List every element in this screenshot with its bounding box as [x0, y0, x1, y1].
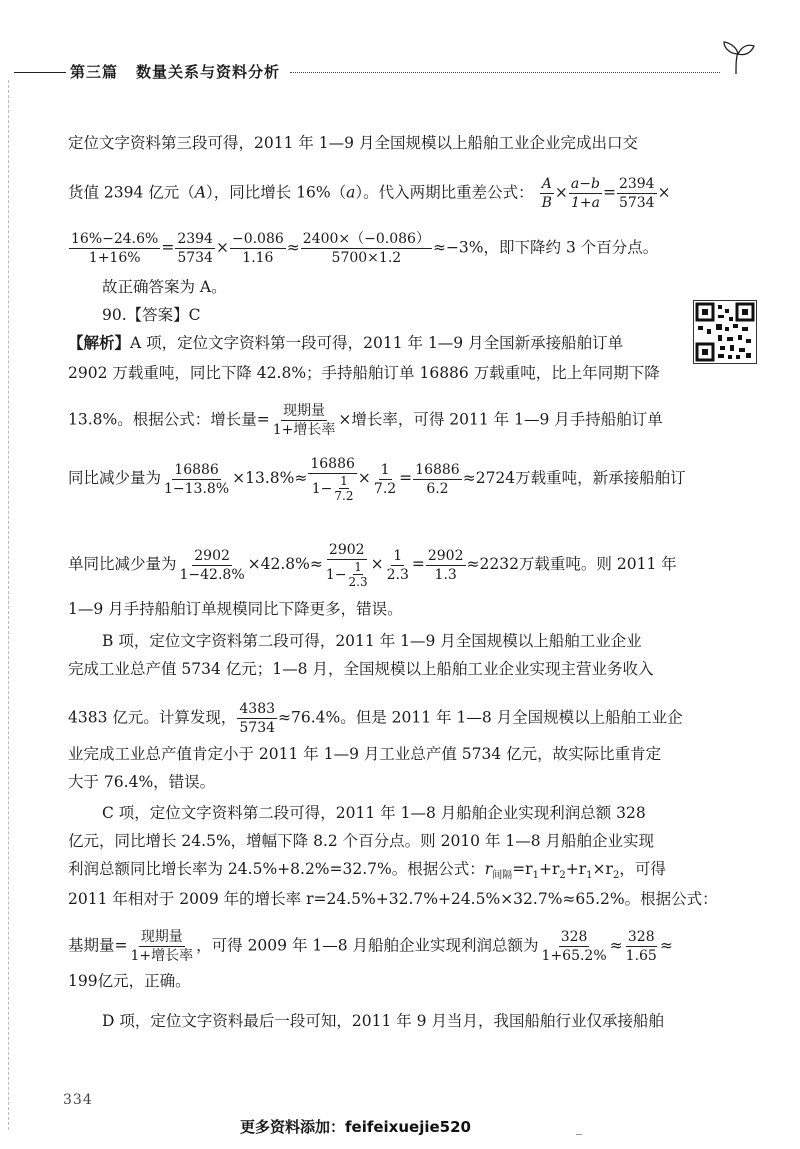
text-line: 基期量= $\frac{\text{现期量}}{\text{1+增长率}}$ ，可得 2009 年 1—8 月船舶企业实现利润总额为 $\frac{328}{1+65.2\%}$ ≈ $\frac{328}{1.65}$ ≈	[68, 929, 673, 964]
fraction: $\frac{1}{2.3}$	[386, 547, 409, 583]
fraction: $\frac{2400\times(-0.086)}{5700\times 1.2}$	[302, 231, 430, 266]
text-line: 业完成工业总产值肯定小于 2011 年 1—9 月工业总产值 5734 亿元，故实际比重肯定	[68, 745, 662, 763]
fraction: $\frac{2394}{5734}$	[618, 176, 655, 211]
fraction: $\frac{\text{现期量}}{\text{1+增长率}}$	[130, 929, 194, 964]
text-line: 定位文字资料第三段可得，2011 年 1—9 月全国规模以上船舶工业企业完成出口交	[68, 134, 638, 152]
header-title: 数量关系与资料分析	[136, 63, 281, 81]
fraction: $\frac{2394}{5734}$	[177, 231, 213, 266]
page-number: 334	[63, 1092, 93, 1108]
text-line: D 项，定位文字资料最后一段可知，2011 年 9 月当月，我国船舶行业仅承接船舶	[102, 1012, 664, 1030]
text-line: 同比减少量为 $\frac{16886}{1-13.8\%}$ ×13.8%≈ 16886 1− $\frac{1}{7.2}$ × $\frac{1}{7.2}$ = $\frac{16886}{6.2}$ ≈2724万载重吨，新承接船舶订	[68, 456, 686, 503]
text-line: 亿元，同比增长 24.5%，增幅下降 8.2 个百分点。则 2010 年 1—8 月船舶企业实现	[68, 832, 655, 850]
binding-margin	[8, 80, 9, 1130]
text-line: 2902 万载重吨，同比下降 42.8%；手持船舶订单 16886 万载重吨，比上年同期下降	[68, 364, 660, 382]
fraction: $\frac{2902}{1-42.8\%}$	[179, 547, 245, 583]
text-line: 13.8%。根据公式：增长量= $\frac{\text{现期量}}{\text{1+增长率}}$ ×增长率，可得 2011 年 1—9 月手持船舶订单	[68, 403, 663, 438]
fraction: $\frac{4383}{5734}$	[239, 701, 276, 736]
fraction: $\frac{16886}{6.2}$	[415, 461, 460, 497]
fraction: $\frac{\text{现期量}}{\text{1+增长率}}$	[272, 403, 336, 438]
text-line: 完成工业总产值 5734 亿元；1—8 月，全国规模以上船舶工业企业实现主营业务收入	[68, 660, 654, 678]
text-line: 利润总额同比增长率为 24.5%+8.2%=32.7%。根据公式：$r_{间隔}=r_1+r_2+r_1\times r_2$，可得	[68, 860, 666, 882]
text-line: 故正确答案为 A。	[102, 278, 227, 296]
running-header	[70, 61, 280, 82]
text-line: 199亿元，正确。	[68, 972, 191, 990]
text-line: C 项，定位文字资料第二段可得，2011 年 1—8 月船舶企业实现利润总额 328	[102, 804, 646, 822]
qr-code[interactable]	[693, 300, 757, 364]
fraction: $\frac{-0.086}{1.16}$	[231, 231, 284, 266]
text-line: 货值 2394 亿元（A），同比增长 16%（a）。代入两期比重差公式： $\frac{A}{B}$ × $\frac{a-b}{1+a}$ = $\frac{2394}{5734}$ ×	[68, 176, 671, 211]
fraction: $\frac{2902}{1.3}$	[427, 547, 464, 583]
qr-code-icon	[694, 301, 756, 363]
fraction: 2902 1− $\frac{1}{2.3}$	[325, 542, 368, 589]
footer-mark	[576, 1134, 582, 1135]
fraction: $\frac{328}{1.65}$	[625, 929, 657, 964]
fraction: $\frac{16886}{1-13.8\%}$	[164, 461, 230, 497]
text-line: 1—9 月手持船舶订单规模同比下降更多，错误。	[68, 600, 403, 618]
fraction: $\frac{A}{B}$	[541, 176, 552, 211]
fraction: $\frac{a-b}{1+a}$	[570, 176, 600, 211]
text-line: 4383 亿元。计算发现， $\frac{4383}{5734}$ ≈76.4%。但是 2011 年 1—8 月全国规模以上船舶工业企	[68, 701, 683, 736]
sprout-icon	[718, 40, 758, 76]
text-line: 单同比减少量为 $\frac{2902}{1-42.8\%}$ ×42.8%≈ 2902 1− $\frac{1}{2.3}$ × $\frac{1}{2.3}$ = $\frac{2902}{1.3}$ ≈2232万载重吨。则 2011 年	[68, 542, 677, 589]
fraction: $\frac{328}{1+65.2\%}$	[541, 929, 607, 964]
header-rule-dotted	[290, 72, 720, 73]
text-line: B 项，定位文字资料第二段可得，2011 年 1—9 月全国规模以上船舶工业企业	[102, 632, 642, 650]
fraction: 16886 1− $\frac{1}{7.2}$	[310, 456, 355, 503]
text-line: 2011 年相对于 2009 年的增长率 r=24.5%+32.7%+24.5%×32.7%≈65.2%。根据公式：	[68, 890, 718, 908]
text-line: 大于 76.4%，错误。	[68, 773, 216, 791]
header-rule-left	[14, 72, 66, 73]
text-line: $\frac{16\%-24.6\%}{1+16\%}$ = $\frac{2394}{5734}$ × $\frac{-0.086}{1.16}$ ≈ $\frac{2400\times(-0.086)}{5700\times 1.2}$ ≈−3%，即下降约 3 个百分点。	[71, 231, 659, 266]
text-line: 【解析】A 项，定位文字资料第一段可得，2011 年 1—9 月全国新承接船舶订单	[68, 333, 624, 352]
answer-label: 90.【答案】C	[102, 306, 201, 324]
fraction: $\frac{16\%-24.6\%}{1+16\%}$	[71, 231, 159, 266]
footer-note: 更多资料添加：feifeixuejie520	[240, 1118, 471, 1136]
fraction: $\frac{1}{7.2}$	[373, 461, 397, 497]
header-part: 第三篇	[70, 63, 119, 81]
